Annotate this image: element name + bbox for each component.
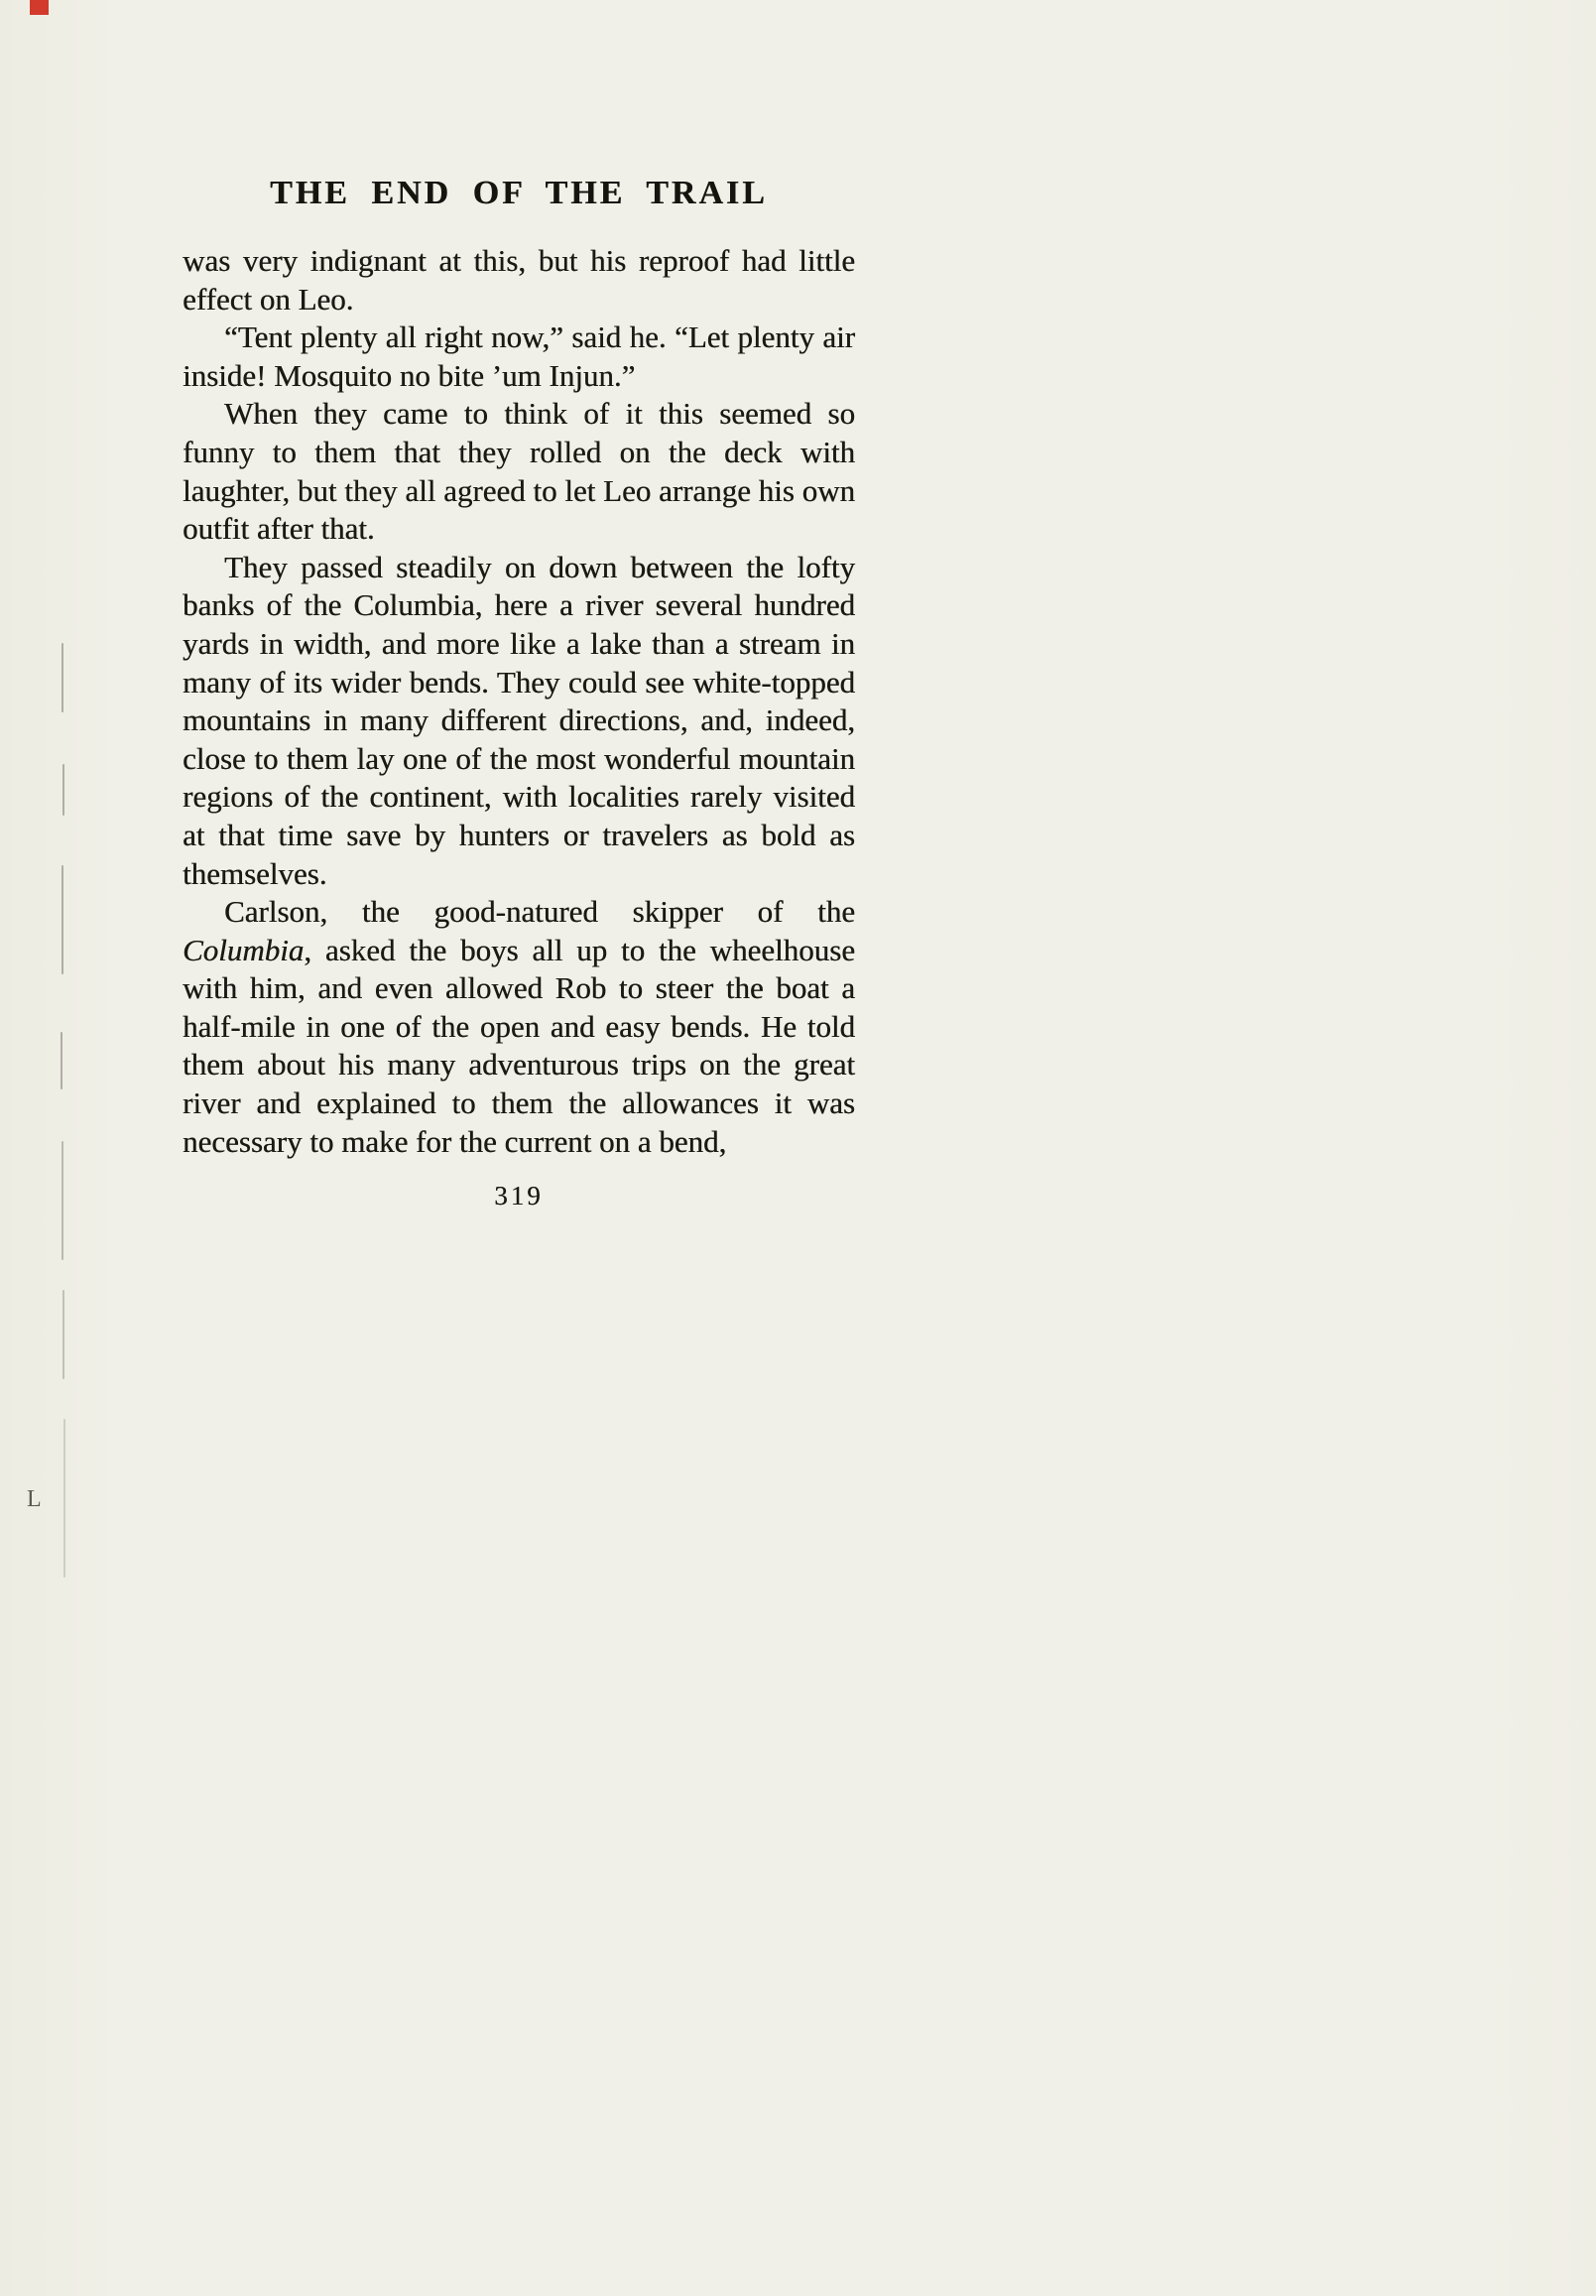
scan-artifact-letter: L <box>27 1486 42 1512</box>
boat-name-italic: Columbia <box>183 932 305 967</box>
scan-scratch <box>62 1290 64 1379</box>
text-column <box>183 175 855 1212</box>
page-number: 319 <box>494 1181 544 1212</box>
scan-scratch <box>61 1032 62 1089</box>
scan-scratch <box>61 865 63 974</box>
scan-scratch <box>61 643 63 712</box>
scan-scratch <box>63 1419 65 1578</box>
paragraph-text-post: , asked the boys all up to the wheelhouse with him, and even allowed Rob to steer the boat a half-mile in one of the open and easy bends. He told them about his many adventurous trips on the great river and explained to them the allowances it was necessary to make for the current on a bend, <box>183 932 855 1159</box>
paragraph-carlson <box>183 893 855 1161</box>
scan-red-mark <box>30 0 49 15</box>
body-text <box>183 242 855 1161</box>
paragraph-columbia-river: They passed steadily on down between the lofty banks of the Columbia, here a river several hundred yards in width, and more like a lake than a stream in many of its wider bends. They could see white-topped mountains in many different directions, and, indeed, close to them lay one of the most wonderful mountain regions of the continent, with localities rarely visited at that time save by hunters or travelers as bold as themselves. <box>183 549 855 891</box>
paragraph-text-pre: Carlson, the good-natured skipper of the <box>224 894 855 930</box>
scan-scratch <box>62 764 64 816</box>
running-header: THE END OF THE TRAIL <box>270 175 768 211</box>
scan-scratch <box>61 1141 63 1260</box>
paragraph-tent-quote: “Tent plenty all right now,” said he. “Let plenty air inside! Mosquito no bite ’um Injun.” <box>183 319 855 393</box>
paragraph-laughter: When they came to think of it this seemed so funny to them that they rolled on the deck with laughter, but they all agreed to let Leo arrange his own outfit after that. <box>183 396 855 547</box>
paragraph-reproof: was very indignant at this, but his reproof had little effect on Leo. <box>183 243 855 317</box>
